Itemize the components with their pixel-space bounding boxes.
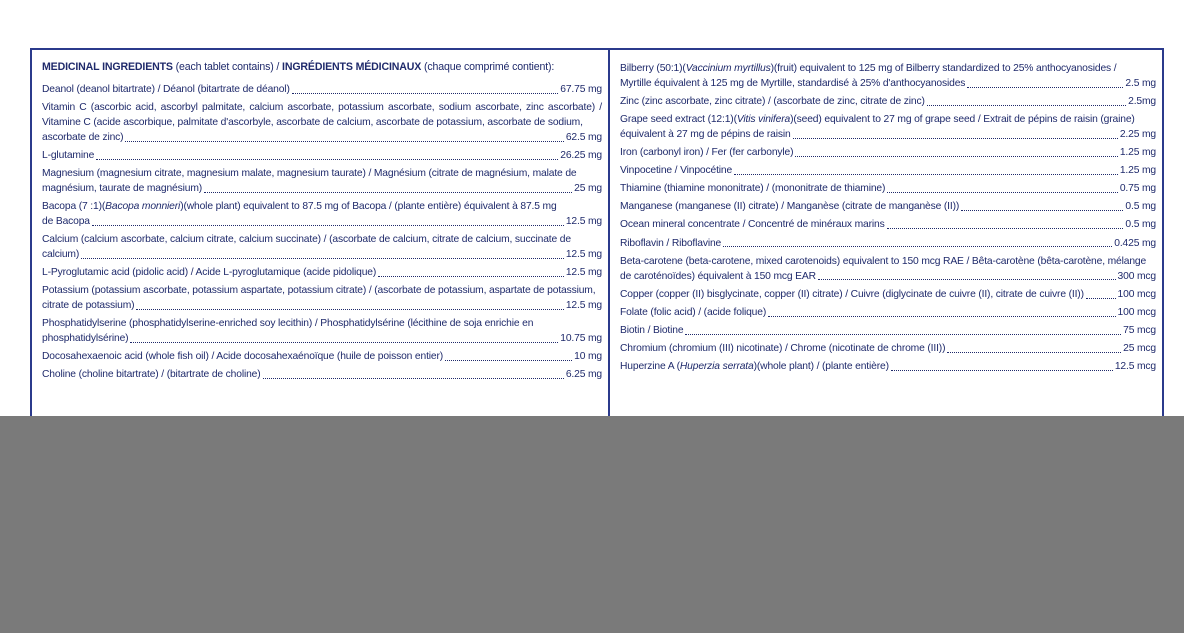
- ingredient-amount: 2.5 mg: [1125, 77, 1156, 89]
- ingredient-name: Biotin / Biotine: [620, 324, 684, 336]
- ingredient-amount: 1.25 mg: [1119, 165, 1156, 177]
- ingredient-row: [620, 200, 1156, 215]
- ingredient-row: [620, 324, 1156, 339]
- ingredient-row: [620, 146, 1156, 161]
- ingredient-row: [620, 182, 1156, 197]
- ingredient-name: Myrtille équivalent à 125 mg de Myrtille, standardisé à 25% d'anthocyanosides: [620, 77, 966, 89]
- ingredient-name: Iron (carbonyl iron) / Fer (fer carbonyle): [620, 147, 794, 159]
- ingredient-row: [42, 101, 602, 146]
- ingredient-name: de caroténoïdes) équivalent à 150 mcg EAR: [620, 270, 816, 282]
- ingredient-row: [42, 368, 602, 383]
- ingredient-name: calcium): [42, 248, 80, 260]
- ingredient-name: de Bacopa: [42, 215, 90, 227]
- ingredient-row: [42, 350, 602, 365]
- ingredient-name-lead: Phosphatidylserine (phosphatidylserine-enriched soy lecithin) / Phosphatidylsérine (lécithine de soja enrichie en: [42, 318, 534, 330]
- ingredient-name: Chromium (chromium (III) nicotinate) / Chrome (nicotinate de chrome (III)): [620, 342, 946, 354]
- ingredient-amount: 10 mg: [574, 351, 602, 363]
- ingredient-name: L-Pyroglutamic acid (pidolic acid) / Acide L-pyroglutamique (acide pidolique): [42, 267, 377, 278]
- ingredient-name: Riboflavin / Riboflavine: [620, 237, 722, 249]
- ingredient-name: Zinc (zinc ascorbate, zinc citrate) / (ascorbate de zinc, citrate de zinc): [620, 96, 925, 107]
- ingredients-panel: [30, 48, 1164, 448]
- ingredient-row: [620, 255, 1156, 285]
- ingredient-name-lead: Grape seed extract (12:1)(Vitis vinifera)(seed) equivalent to 27 mg of grape seed / Extrait de pépins de raisin (graine): [620, 114, 1135, 126]
- column-divider: [608, 50, 610, 448]
- ingredient-name-lead: Magnesium (magnesium citrate, magnesium malate, magnesium taurate) / Magnésium (citrate de magnésium, malate de: [42, 168, 577, 179]
- ingredient-amount: 0.425 mg: [1114, 237, 1156, 249]
- ingredient-name-lead: Potassium (potassium ascorbate, potassium aspartate, potassium citrate) / (ascorbate de potassium, aspartate de potassium,: [42, 285, 596, 297]
- ingredient-row: [620, 306, 1156, 321]
- ingredient-name: Copper (copper (II) bisglycinate, copper (II) citrate) / Cuivre (diglycinate de cuivre (II), citrate de cuivre (II)): [620, 288, 1084, 300]
- ingredient-amount: 6.25 mg: [565, 369, 602, 381]
- ingredient-row: [42, 317, 602, 347]
- ingredient-name: Vinpocetine / Vinpocétine: [620, 165, 733, 177]
- ingredient-name-lead: Calcium (calcium ascorbate, calcium citrate, calcium succinate) / (ascorbate de calcium, citrate de calcium, succinate de: [42, 234, 571, 245]
- ingredient-row: [620, 360, 1156, 375]
- ingredient-amount: 75 mcg: [1123, 324, 1156, 336]
- ingredient-name: Ocean mineral concentrate / Concentré de minéraux marins: [620, 219, 885, 231]
- ingredient-name-lead: Vitamin C (ascorbic acid, ascorbyl palmitate, calcium ascorbate, potassium ascorbate, sodium ascorbate, zinc ascorbate) / Vitamine C (acide ascorbique, palmitate d'ascorbyle, ascorbate de calcium, ascorbate de potassium, ascorbate de sodium,: [42, 102, 602, 128]
- ingredient-row: [42, 233, 602, 263]
- ingredient-name-lead: Bacopa (7 :1)(Bacopa monnieri)(whole plant) equivalent to 87.5 mg of Bacopa / (plante entière) équivalent à 87.5 mg: [42, 201, 557, 212]
- ingredient-row: [620, 237, 1156, 252]
- obscured-overlay-left: [0, 416, 144, 430]
- ingredient-row: [42, 266, 602, 281]
- header-medicinaux: INGRÉDIENTS MÉDICINAUX: [282, 61, 422, 73]
- latin-name: Vaccinium myrtillus: [685, 63, 771, 74]
- ingredient-amount: 12.5 mg: [565, 248, 602, 260]
- ingredient-name: Thiamine (thiamine mononitrate) / (mononitrate de thiamine): [620, 183, 886, 195]
- ingredient-row: [620, 62, 1156, 92]
- ingredient-amount: 26.25 mg: [560, 149, 602, 161]
- header-medicinal: MEDICINAL INGREDIENTS: [42, 61, 173, 73]
- ingredient-row: [620, 218, 1156, 233]
- latin-name: Bacopa monnieri: [105, 201, 181, 212]
- ingredient-row: [42, 149, 602, 164]
- ingredient-name: L-glutamine: [42, 149, 95, 161]
- ingredient-name: Deanol (deanol bitartrate) / Déanol (bitartrate de déanol): [42, 83, 290, 95]
- ingredient-amount: 62.5 mg: [565, 131, 602, 143]
- ingredients-header: [42, 60, 602, 75]
- ingredient-amount: 1.25 mg: [1119, 147, 1156, 159]
- ingredient-name: Manganese (manganese (II) citrate) / Manganèse (citrate de manganèse (II)): [620, 201, 960, 213]
- ingredient-amount: 12.5 mg: [565, 300, 602, 311]
- ingredient-row: [42, 167, 602, 197]
- left-column: [42, 60, 602, 386]
- header-medicinaux-note: (chaque comprimé contient):: [421, 61, 555, 73]
- ingredient-amount: 12.5 mg: [565, 267, 602, 278]
- ingredient-row: [620, 342, 1156, 357]
- ingredient-amount: 300 mcg: [1117, 270, 1156, 282]
- latin-name: Huperzia serrata: [679, 361, 754, 373]
- ingredient-row: [620, 288, 1156, 303]
- ingredient-name: magnésium, taurate de magnésium): [42, 182, 203, 194]
- ingredient-amount: 2.5mg: [1128, 96, 1156, 107]
- ingredient-amount: 2.25 mg: [1119, 129, 1156, 140]
- ingredient-row: [42, 200, 602, 230]
- ingredient-amount: 10.75 mg: [560, 333, 602, 344]
- ingredient-amount: 0.75 mg: [1119, 183, 1156, 195]
- ingredient-row: [620, 113, 1156, 143]
- ingredient-name: Folate (folic acid) / (acide folique): [620, 306, 767, 318]
- ingredient-amount: 100 mcg: [1117, 306, 1156, 318]
- ingredient-name: Docosahexaenoic acid (whole fish oil) / Acide docosahexaénoïque (huile de poisson entier): [42, 351, 444, 363]
- ingredient-amount: 0.5 mg: [1125, 219, 1156, 231]
- ingredient-name: ascorbate de zinc): [42, 131, 124, 143]
- ingredient-amount: 100 mcg: [1117, 288, 1156, 300]
- ingredient-amount: 25 mg: [574, 182, 602, 194]
- ingredient-amount: 12.5 mcg: [1114, 361, 1156, 373]
- ingredient-name: Huperzine A (Huperzia serrata)(whole plant) / (plante entière): [620, 361, 889, 373]
- ingredient-name: citrate de potassium): [42, 300, 135, 311]
- ingredient-row: [42, 284, 602, 314]
- right-column: [620, 62, 1156, 378]
- ingredient-amount: 0.5 mg: [1125, 201, 1156, 213]
- header-medicinal-note: (each tablet contains) /: [172, 61, 283, 73]
- ingredient-name: Choline (choline bitartrate) / (bitartrate de choline): [42, 369, 261, 381]
- ingredient-name: équivalent à 27 mg de pépins de raisin: [620, 129, 791, 140]
- ingredient-amount: 25 mcg: [1123, 342, 1156, 354]
- ingredient-name-lead: Bilberry (50:1)(Vaccinium myrtillus)(fruit) equivalent to 125 mg of Bilberry standardized to 25% anthocyanosides /: [620, 63, 1117, 74]
- obscured-overlay-top: [144, 416, 1184, 633]
- ingredient-name: phosphatidylsérine): [42, 333, 129, 344]
- ingredient-amount: 12.5 mg: [565, 215, 602, 227]
- ingredient-row: [42, 83, 602, 98]
- ingredient-name-lead: Beta-carotene (beta-carotene, mixed carotenoids) equivalent to 150 mcg RAE / Bêta-carotène (bêta-carotène, mélange: [620, 255, 1147, 267]
- ingredient-amount: 67.75 mg: [560, 83, 602, 95]
- latin-name: Vitis vinifera: [736, 114, 791, 126]
- ingredient-row: [620, 164, 1156, 179]
- ingredient-row: [620, 95, 1156, 110]
